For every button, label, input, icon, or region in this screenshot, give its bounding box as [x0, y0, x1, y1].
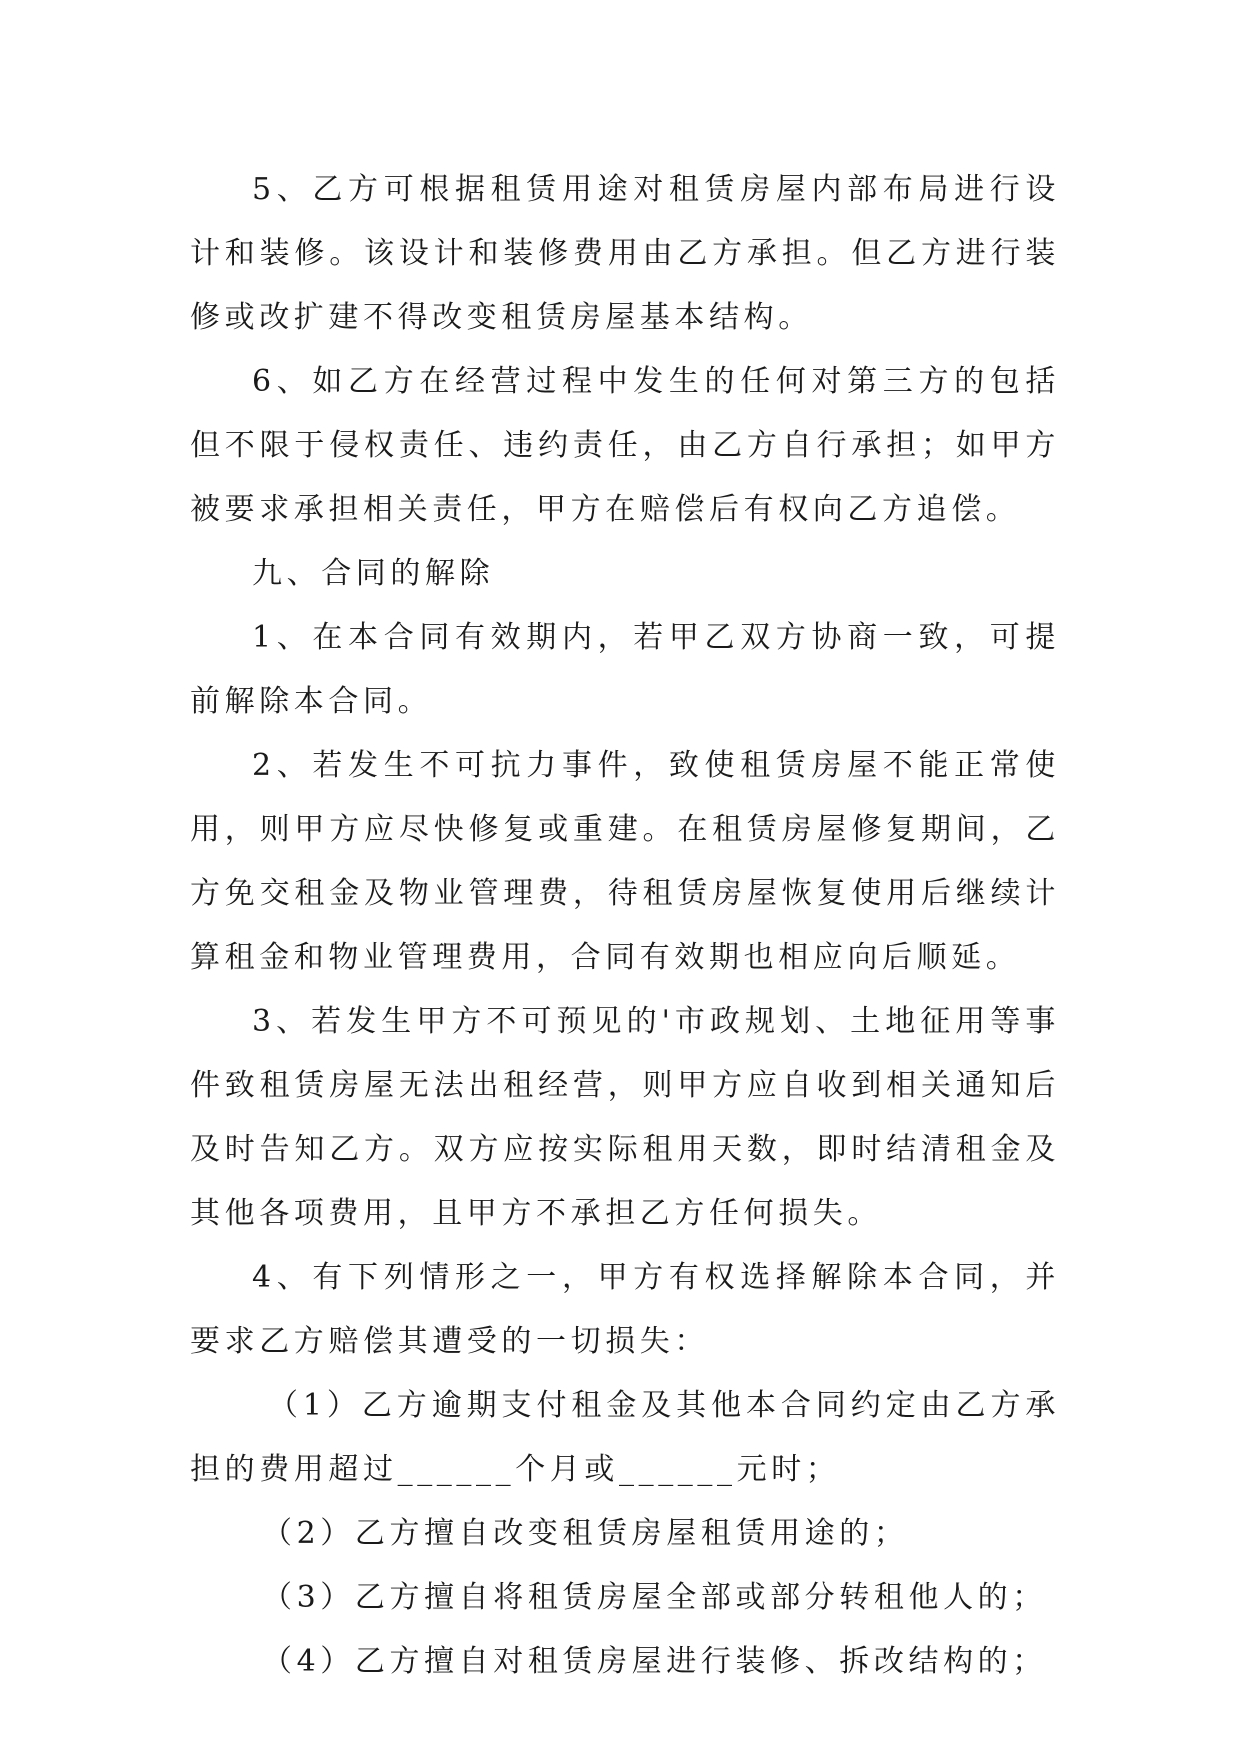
list-item-1: （1）乙方逾期支付租金及其他本合同约定由乙方承担的费用超过______个月或______元时； [190, 1388, 1060, 1487]
list-item-2: （2）乙方擅自改变租赁房屋租赁用途的； [262, 1516, 909, 1551]
section-heading: 九、合同的解除 [252, 556, 495, 591]
list-item-3: （3）乙方擅自将租赁房屋全部或部分转租他人的； [262, 1580, 1047, 1615]
list-item-4: （4）乙方擅自对租赁房屋进行装修、拆改结构的； [262, 1644, 1047, 1679]
clause-6-paragraph: 6、如乙方在经营过程中发生的任何对第三方的包括但不限于侵权责任、违约责任，由乙方自行承担；如甲方被要求承担相关责任，甲方在赔偿后有权向乙方追偿。 [190, 364, 1060, 527]
clause-1-paragraph: 1、在本合同有效期内，若甲乙双方协商一致，可提前解除本合同。 [190, 620, 1060, 719]
clause-2-paragraph: 2、若发生不可抗力事件，致使租赁房屋不能正常使用，则甲方应尽快修复或重建。在租赁房屋修复期间，乙方免交租金及物业管理费，待租赁房屋恢复使用后继续计算租金和物业管理费用，合同有效期也相应向后顺延。 [190, 748, 1060, 975]
clause-4-paragraph: 4、有下列情形之一，甲方有权选择解除本合同，并要求乙方赔偿其遭受的一切损失： [190, 1260, 1060, 1359]
clause-3-paragraph: 3、若发生甲方不可预见的'市政规划、土地征用等事件致租赁房屋无法出租经营，则甲方应自收到相关通知后及时告知乙方。双方应按实际租用天数，即时结清租金及其他各项费用，且甲方不承担乙方任何损失。 [190, 1004, 1060, 1231]
clause-5-paragraph: 5、乙方可根据租赁用途对租赁房屋内部布局进行设计和装修。该设计和装修费用由乙方承担。但乙方进行装修或改扩建不得改变租赁房屋基本结构。 [190, 172, 1060, 335]
document-body [190, 158, 1060, 1694]
